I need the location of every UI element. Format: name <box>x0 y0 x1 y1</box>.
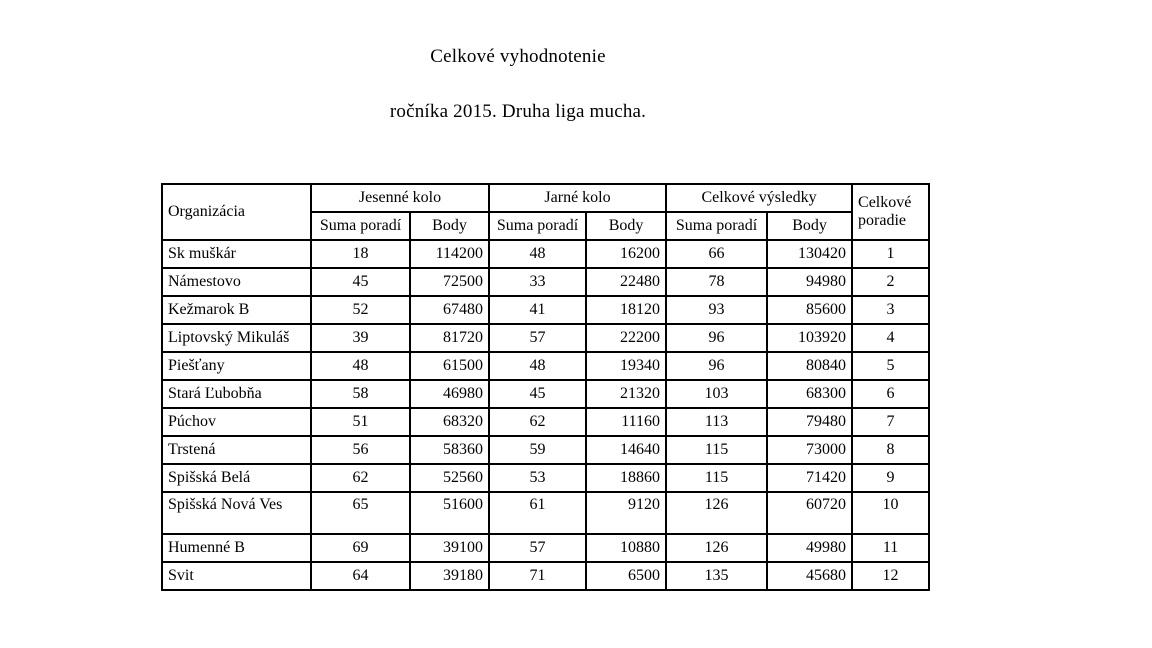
rank-cell: 1 <box>852 240 929 268</box>
header-spring-points: Body <box>586 212 666 240</box>
table-row <box>162 492 929 534</box>
org-cell: Liptovský Mikuláš <box>162 324 311 352</box>
autumn-points-cell: 58360 <box>410 436 489 464</box>
total-sum-cell: 126 <box>666 534 767 562</box>
autumn-sum-cell: 48 <box>311 352 410 380</box>
total-points-cell: 80840 <box>767 352 852 380</box>
total-sum-cell: 126 <box>666 492 767 534</box>
autumn-sum-cell: 52 <box>311 296 410 324</box>
org-cell: Námestovo <box>162 268 311 296</box>
total-sum-cell: 115 <box>666 464 767 492</box>
rank-cell: 4 <box>852 324 929 352</box>
spring-points-cell: 21320 <box>586 380 666 408</box>
header-row-groups <box>162 184 929 212</box>
table-header <box>162 184 929 240</box>
total-sum-cell: 113 <box>666 408 767 436</box>
autumn-sum-cell: 39 <box>311 324 410 352</box>
autumn-sum-cell: 56 <box>311 436 410 464</box>
total-sum-cell: 66 <box>666 240 767 268</box>
spring-sum-cell: 41 <box>489 296 586 324</box>
rank-cell: 10 <box>852 492 929 534</box>
org-cell: Humenné B <box>162 534 311 562</box>
org-cell: Stará Ľubobňa <box>162 380 311 408</box>
spring-sum-cell: 53 <box>489 464 586 492</box>
header-total-points: Body <box>767 212 852 240</box>
org-cell: Púchov <box>162 408 311 436</box>
autumn-points-cell: 61500 <box>410 352 489 380</box>
spring-sum-cell: 61 <box>489 492 586 534</box>
autumn-sum-cell: 18 <box>311 240 410 268</box>
rank-cell: 2 <box>852 268 929 296</box>
spring-points-cell: 16200 <box>586 240 666 268</box>
rank-cell: 12 <box>852 562 929 590</box>
total-sum-cell: 96 <box>666 324 767 352</box>
total-points-cell: 94980 <box>767 268 852 296</box>
autumn-sum-cell: 51 <box>311 408 410 436</box>
autumn-points-cell: 114200 <box>410 240 489 268</box>
spring-points-cell: 11160 <box>586 408 666 436</box>
total-points-cell: 85600 <box>767 296 852 324</box>
document-title-line2: ročníka 2015. Druha liga mucha. <box>389 101 647 122</box>
org-cell: Spišská Nová Ves <box>162 492 311 534</box>
spring-sum-cell: 57 <box>489 324 586 352</box>
rank-cell: 3 <box>852 296 929 324</box>
header-spring-sum: Suma poradí <box>489 212 586 240</box>
table-row <box>162 380 929 408</box>
rank-cell: 7 <box>852 408 929 436</box>
header-autumn-points: Body <box>410 212 489 240</box>
header-organization: Organizácia <box>162 184 311 240</box>
total-points-cell: 68300 <box>767 380 852 408</box>
header-total-sum: Suma poradí <box>666 212 767 240</box>
table-row <box>162 436 929 464</box>
total-sum-cell: 135 <box>666 562 767 590</box>
autumn-sum-cell: 69 <box>311 534 410 562</box>
org-cell: Sk muškár <box>162 240 311 268</box>
total-sum-cell: 96 <box>666 352 767 380</box>
org-cell: Kežmarok B <box>162 296 311 324</box>
header-autumn-round: Jesenné kolo <box>311 184 489 212</box>
rank-cell: 5 <box>852 352 929 380</box>
spring-sum-cell: 48 <box>489 352 586 380</box>
spring-points-cell: 14640 <box>586 436 666 464</box>
autumn-sum-cell: 62 <box>311 464 410 492</box>
total-sum-cell: 78 <box>666 268 767 296</box>
header-overall-ranking: Celkové poradie <box>852 184 929 240</box>
total-sum-cell: 115 <box>666 436 767 464</box>
org-cell: Svit <box>162 562 311 590</box>
table-row <box>162 534 929 562</box>
spring-sum-cell: 48 <box>489 240 586 268</box>
org-cell: Spišská Belá <box>162 464 311 492</box>
total-points-cell: 60720 <box>767 492 852 534</box>
spring-points-cell: 22200 <box>586 324 666 352</box>
header-autumn-sum: Suma poradí <box>311 212 410 240</box>
spring-sum-cell: 45 <box>489 380 586 408</box>
spring-sum-cell: 57 <box>489 534 586 562</box>
rank-cell: 9 <box>852 464 929 492</box>
table-row <box>162 562 929 590</box>
autumn-points-cell: 46980 <box>410 380 489 408</box>
spring-points-cell: 10880 <box>586 534 666 562</box>
rank-cell: 6 <box>852 380 929 408</box>
header-spring-round: Jarné kolo <box>489 184 666 212</box>
total-points-cell: 45680 <box>767 562 852 590</box>
spring-points-cell: 6500 <box>586 562 666 590</box>
spring-sum-cell: 59 <box>489 436 586 464</box>
total-sum-cell: 93 <box>666 296 767 324</box>
spring-points-cell: 22480 <box>586 268 666 296</box>
table-row <box>162 240 929 268</box>
table-row <box>162 268 929 296</box>
autumn-sum-cell: 64 <box>311 562 410 590</box>
autumn-points-cell: 81720 <box>410 324 489 352</box>
results-table <box>161 183 930 591</box>
autumn-points-cell: 51600 <box>410 492 489 534</box>
total-points-cell: 130420 <box>767 240 852 268</box>
table-row <box>162 408 929 436</box>
spring-points-cell: 18860 <box>586 464 666 492</box>
autumn-points-cell: 67480 <box>410 296 489 324</box>
total-points-cell: 71420 <box>767 464 852 492</box>
org-cell: Piešťany <box>162 352 311 380</box>
spring-sum-cell: 33 <box>489 268 586 296</box>
autumn-points-cell: 39100 <box>410 534 489 562</box>
total-points-cell: 79480 <box>767 408 852 436</box>
spring-points-cell: 18120 <box>586 296 666 324</box>
table-row <box>162 296 929 324</box>
total-points-cell: 49980 <box>767 534 852 562</box>
rank-cell: 8 <box>852 436 929 464</box>
header-overall-results: Celkové výsledky <box>666 184 852 212</box>
autumn-sum-cell: 58 <box>311 380 410 408</box>
autumn-points-cell: 72500 <box>410 268 489 296</box>
spring-points-cell: 9120 <box>586 492 666 534</box>
org-cell: Trstená <box>162 436 311 464</box>
autumn-sum-cell: 45 <box>311 268 410 296</box>
table-row <box>162 464 929 492</box>
autumn-sum-cell: 65 <box>311 492 410 534</box>
total-points-cell: 73000 <box>767 436 852 464</box>
table-body <box>162 240 929 590</box>
spring-points-cell: 19340 <box>586 352 666 380</box>
total-sum-cell: 103 <box>666 380 767 408</box>
table-row <box>162 352 929 380</box>
autumn-points-cell: 68320 <box>410 408 489 436</box>
document-title-line1: Celkové vyhodnotenie <box>430 46 606 67</box>
table-row <box>162 324 929 352</box>
spring-sum-cell: 71 <box>489 562 586 590</box>
autumn-points-cell: 52560 <box>410 464 489 492</box>
autumn-points-cell: 39180 <box>410 562 489 590</box>
total-points-cell: 103920 <box>767 324 852 352</box>
spring-sum-cell: 62 <box>489 408 586 436</box>
rank-cell: 11 <box>852 534 929 562</box>
